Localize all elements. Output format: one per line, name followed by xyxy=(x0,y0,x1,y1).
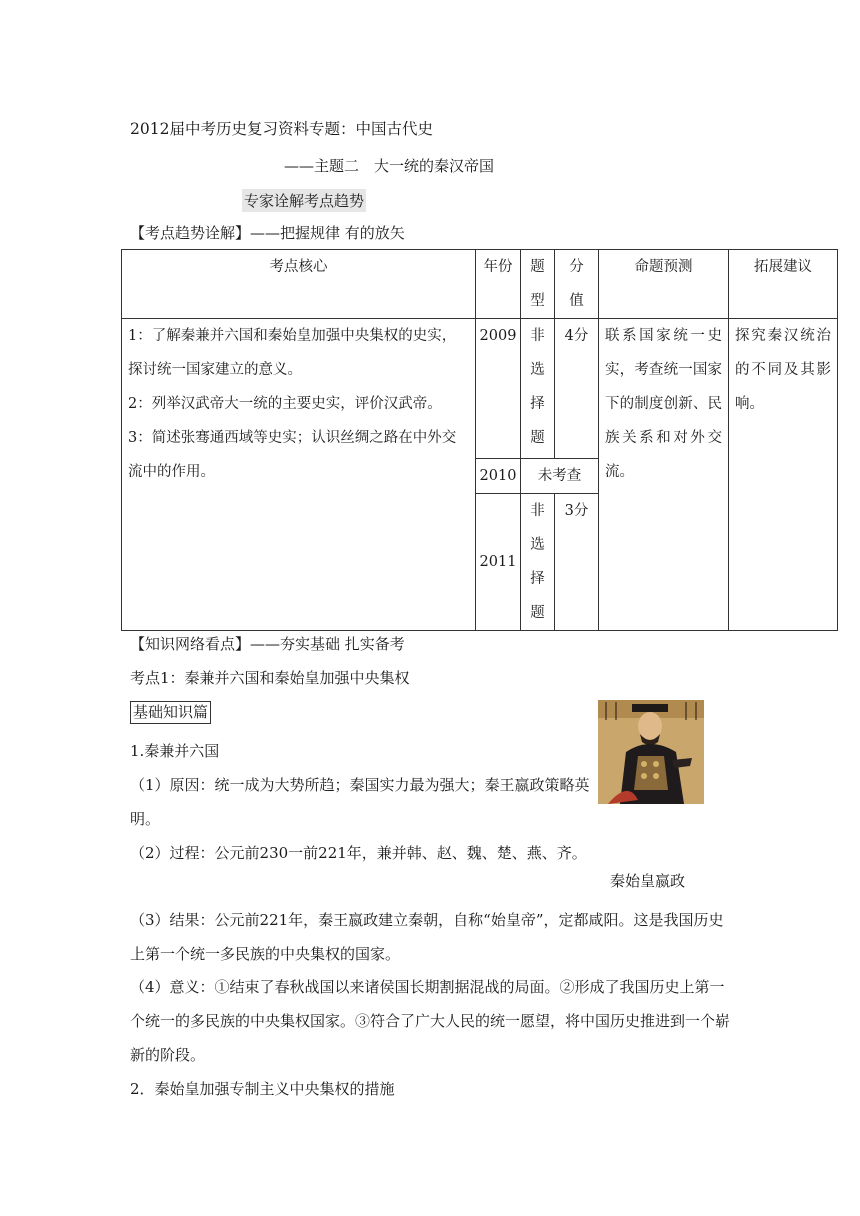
section-heading-trend: 【考点趋势诠解】——把握规律 有的放矢 xyxy=(130,224,405,242)
header-type-bottom: 型 xyxy=(530,293,545,309)
document-subtitle: ——主题二 大一统的秦汉帝国 xyxy=(284,157,495,175)
paragraph: （3）结果：公元前221年，秦王嬴政建立秦朝，自称“始皇帝”，定都咸阳。这是我国历史上第一个统一多民族的中央集权的国家。 xyxy=(130,911,724,963)
forecast-cell: 联系国家统一史实，考查统一国家下的制度创新、民族关系和对外交流。 xyxy=(599,319,729,631)
core-points-cell xyxy=(122,319,476,631)
type-char: 择 xyxy=(530,396,545,412)
header-score xyxy=(555,250,599,319)
trend-table xyxy=(121,249,838,631)
type-char: 选 xyxy=(530,537,545,553)
type-char: 选 xyxy=(530,362,545,378)
type-char: 题 xyxy=(530,605,545,621)
year-2009: 2009 xyxy=(476,319,521,459)
type-char: 择 xyxy=(530,571,545,587)
type-char: 题 xyxy=(530,430,545,446)
paragraph: （4）意义：①结束了春秋战国以来诸侯国长期割据混战的局面。②形成了我国历史上第一个统一的多民族的中央集权国家。③符合了广大人民的统一愿望，将中国历史推进到一个崭新的阶段。 xyxy=(130,978,731,1064)
core-point-2: 2：列举汉武帝大一统的主要史实，评价汉武帝。 xyxy=(128,396,442,412)
image-caption: 秦始皇嬴政 xyxy=(610,872,686,890)
highlight-label: 专家诠解考点趋势 xyxy=(242,189,366,212)
suggestion-cell: 探究秦汉统治的不同及其影响。 xyxy=(729,319,838,631)
core-point-3: 3：简述张骞通西域等史实；认识丝绸之路在中外交流中的作用。 xyxy=(128,430,457,480)
note-2010: 未考查 xyxy=(521,459,599,494)
header-forecast: 命题预测 xyxy=(599,250,729,319)
header-score-top: 分 xyxy=(569,259,584,275)
year-2011 xyxy=(476,494,521,631)
year-2010: 2010 xyxy=(476,459,521,494)
type-char: 非 xyxy=(530,328,545,344)
header-year: 年份 xyxy=(476,250,521,319)
paragraph: 2．秦始皇加强专制主义中央集权的措施 xyxy=(130,1080,395,1098)
document-title: 2012届中考历史复习资料专题：中国古代史 xyxy=(130,120,433,138)
header-core: 考点核心 xyxy=(122,250,476,319)
type-2011 xyxy=(521,494,555,631)
header-score-bottom: 值 xyxy=(569,293,584,309)
header-suggestion: 拓展建议 xyxy=(729,250,838,319)
type-2009 xyxy=(521,319,555,459)
paragraph: （1）原因：统一成为大势所趋；秦国实力最为强大；秦王嬴政策略英明。 xyxy=(130,776,590,828)
paragraph: 1.秦兼并六国 xyxy=(130,742,220,760)
paragraph: （2）过程：公元前230一前221年，兼并韩、赵、魏、楚、燕、齐。 xyxy=(130,844,587,862)
kaodian-heading: 考点1：秦兼并六国和秦始皇加强中央集权 xyxy=(130,669,410,687)
score-2009: 4分 xyxy=(555,319,599,459)
year-2011-text: 2011 xyxy=(479,554,517,570)
table-header-row xyxy=(122,250,838,319)
score-2011: 3分 xyxy=(555,494,599,631)
table-row-2009 xyxy=(122,319,838,459)
basic-knowledge-label: 基础知识篇 xyxy=(130,701,211,724)
section-heading-knowledge: 【知识网络看点】——夯实基础 扎实备考 xyxy=(130,635,405,653)
core-point-1: 1：了解秦兼并六国和秦始皇加强中央集权的史实，探讨统一国家建立的意义。 xyxy=(128,328,457,378)
header-type xyxy=(521,250,555,319)
header-type-top: 题 xyxy=(530,259,545,275)
type-char: 非 xyxy=(530,503,545,519)
